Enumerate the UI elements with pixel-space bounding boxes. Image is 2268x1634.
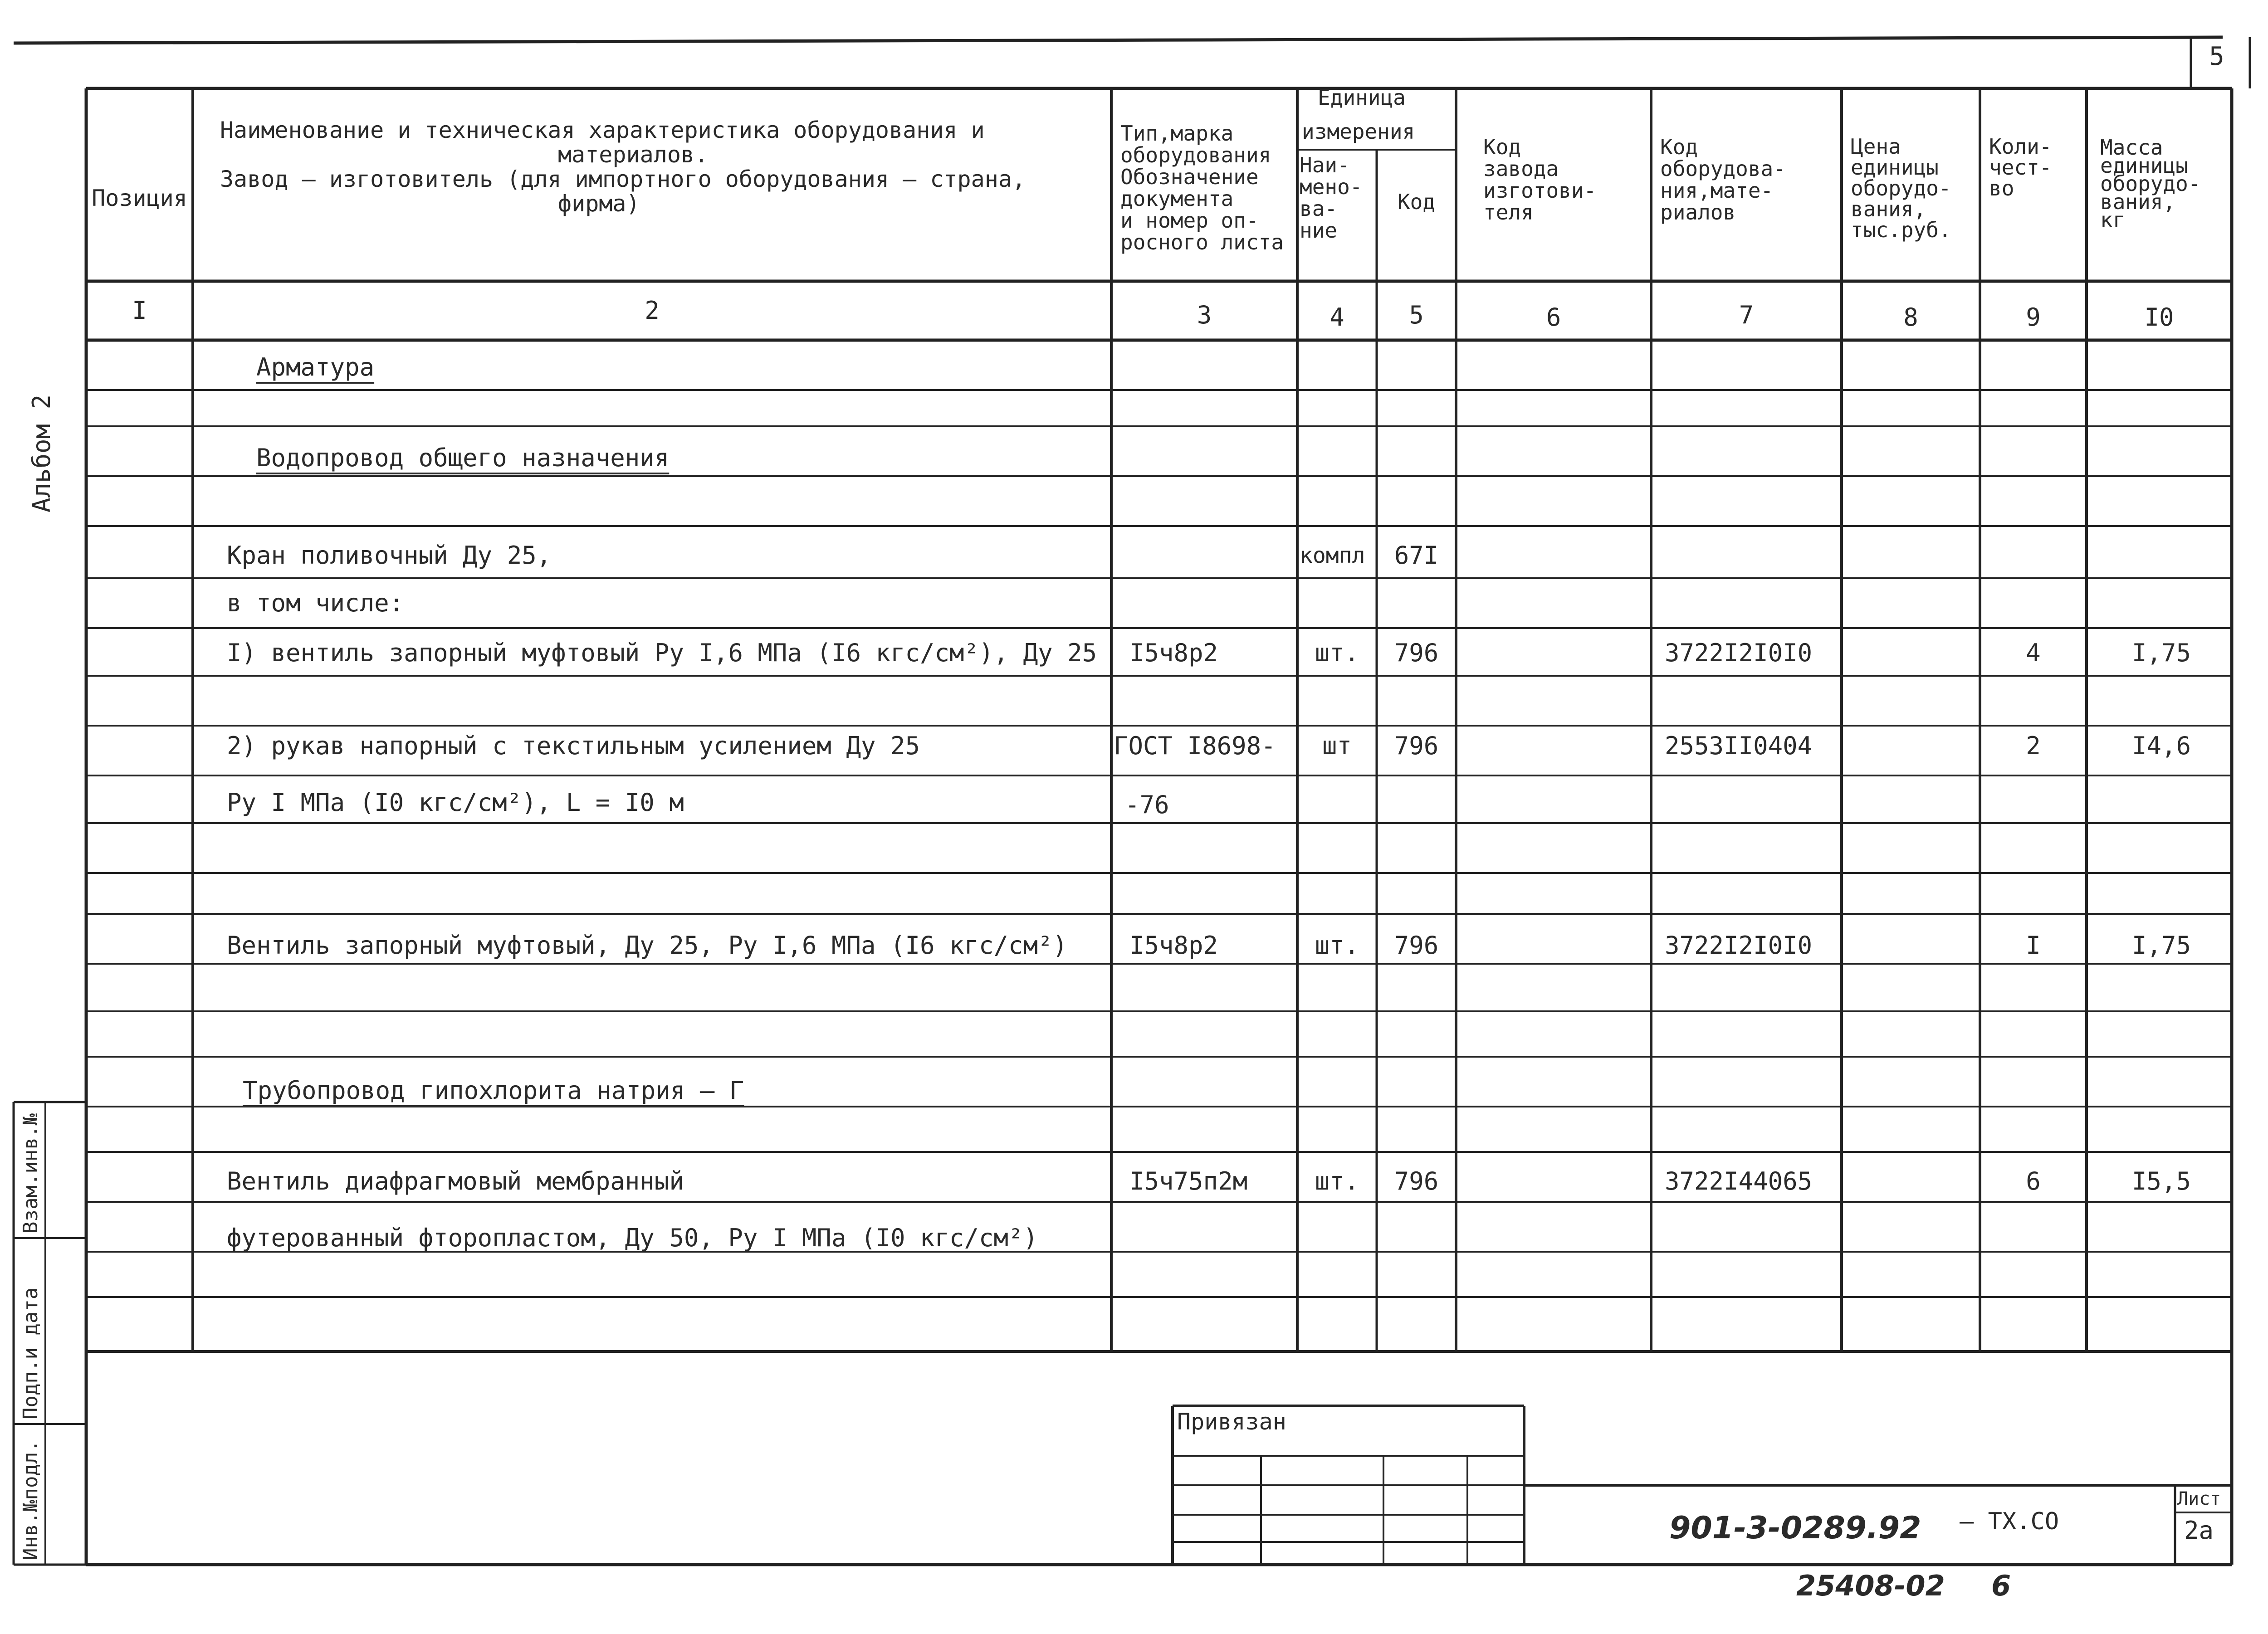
- row-mass: I,75: [2132, 931, 2191, 960]
- doc-code: 901-3-0289.92: [1669, 1510, 1921, 1546]
- row-mass: I5,5: [2132, 1167, 2191, 1195]
- header-unit-group: Единица измерения: [1302, 85, 1415, 144]
- row-material-code: 3722I2I0I0: [1665, 639, 1813, 667]
- row-unit: шт.: [1315, 1167, 1359, 1195]
- row-material-code: 3722I44065: [1665, 1167, 1813, 1195]
- row-material-code: 3722I2I0I0: [1665, 931, 1813, 960]
- header-position: Позиция: [92, 185, 187, 211]
- row-name: Вентиль диафрагмовый мембранный: [227, 1167, 684, 1195]
- sheet-value: 2а: [2184, 1516, 2214, 1545]
- inventory-number: 25408-02: [1796, 1569, 1945, 1602]
- row-name: в том числе:: [227, 589, 404, 617]
- header-material-code: Код оборудова- ния,мате- риалов: [1660, 135, 1786, 224]
- row-unit: шт.: [1315, 931, 1359, 960]
- row-name: Вентиль запорный муфтовый, Ду 25, Ру I,6 МПа (I6 кгс/см²): [227, 931, 1068, 960]
- row-unit-code: 796: [1394, 639, 1439, 667]
- colnum-3: 3: [1197, 301, 1212, 329]
- stamp-vzam-inv: Взам.инв.№: [19, 1113, 42, 1234]
- colnum-10: I0: [2144, 303, 2174, 332]
- header-type: Тип,марка оборудования Обозначение документа и номер оп- росного листа: [1120, 121, 1284, 254]
- section-heading: Трубопровод гипохлорита натрия – Г: [243, 1076, 744, 1105]
- row-name: Кран поливочный Ду 25,: [227, 541, 552, 570]
- footer-page: 6: [1991, 1569, 2011, 1602]
- colnum-2: 2: [645, 296, 660, 325]
- header-unit-code: Код: [1397, 190, 1436, 214]
- row-name: Ру I МПа (I0 кгс/см²), L = I0 м: [227, 788, 684, 817]
- row-unit-code: 796: [1394, 732, 1439, 760]
- stamp-inv-podl: Инв.№подл.: [19, 1440, 42, 1560]
- section-heading: Водопровод общего назначения: [256, 444, 670, 472]
- row-unit: шт.: [1315, 639, 1359, 667]
- section-heading: Арматура: [256, 353, 375, 381]
- row-type: ГОСТ I8698-: [1114, 732, 1276, 760]
- row-qty: I: [2026, 931, 2041, 960]
- header-factory-code: Код завода изготови- теля: [1483, 135, 1597, 224]
- row-mass: I,75: [2132, 639, 2191, 667]
- row-unit: компл: [1300, 543, 1365, 568]
- row-material-code: 2553II0404: [1665, 732, 1813, 760]
- row-mass: I4,6: [2132, 732, 2191, 760]
- stamp-podp-data: Подп.и дата: [19, 1287, 42, 1419]
- colnum-8: 8: [1903, 303, 1918, 332]
- colnum-1: I: [132, 296, 147, 325]
- row-type: I5ч8р2: [1129, 931, 1218, 960]
- row-qty: 2: [2026, 732, 2041, 760]
- row-name: футерованный фторопластом, Ду 50, Ру I МПа (I0 кгс/см²): [227, 1224, 1038, 1252]
- sheet-label: Лист: [2177, 1488, 2221, 1509]
- colnum-6: 6: [1546, 303, 1561, 332]
- doc-suffix: – ТХ.СО: [1960, 1508, 2059, 1535]
- colnum-7: 7: [1739, 301, 1754, 329]
- row-qty: 6: [2026, 1167, 2041, 1195]
- row-name: I) вентиль запорный муфтовый Ру I,6 МПа (I6 кгс/см²), Ду 25: [227, 639, 1097, 667]
- row-unit-code: 67I: [1394, 541, 1439, 570]
- row-type: -76: [1125, 790, 1169, 819]
- header-name: Наименование и техническая характеристика оборудования и материалов. Завод – изготовитель (для импортного оборудования – страна, фирма): [220, 117, 1026, 217]
- row-unit-code: 796: [1394, 1167, 1439, 1195]
- row-name: 2) рукав напорный с текстильным усилением Ду 25: [227, 732, 920, 760]
- row-type: I5ч8р2: [1129, 639, 1218, 667]
- row-type: I5ч75п2м: [1129, 1167, 1248, 1195]
- header-price: Цена единицы оборудо- вания, тыс.руб.: [1851, 134, 1951, 242]
- header-quantity: Коли- чест- во: [1989, 134, 2052, 200]
- colnum-9: 9: [2026, 303, 2041, 332]
- row-qty: 4: [2026, 639, 2041, 667]
- row-unit-code: 796: [1394, 931, 1439, 960]
- header-mass: Масса единицы оборудо- вания, кг: [2100, 135, 2201, 232]
- colnum-5: 5: [1409, 301, 1424, 329]
- side-label: Альбом 2: [27, 394, 56, 512]
- row-unit: шт: [1322, 732, 1352, 760]
- colnum-4: 4: [1330, 303, 1344, 332]
- privyazan-label: Привязан: [1177, 1409, 1286, 1435]
- header-unit-name: Наи- мено- ва- ние: [1300, 153, 1363, 243]
- top-sheet-number: 5: [2209, 42, 2224, 71]
